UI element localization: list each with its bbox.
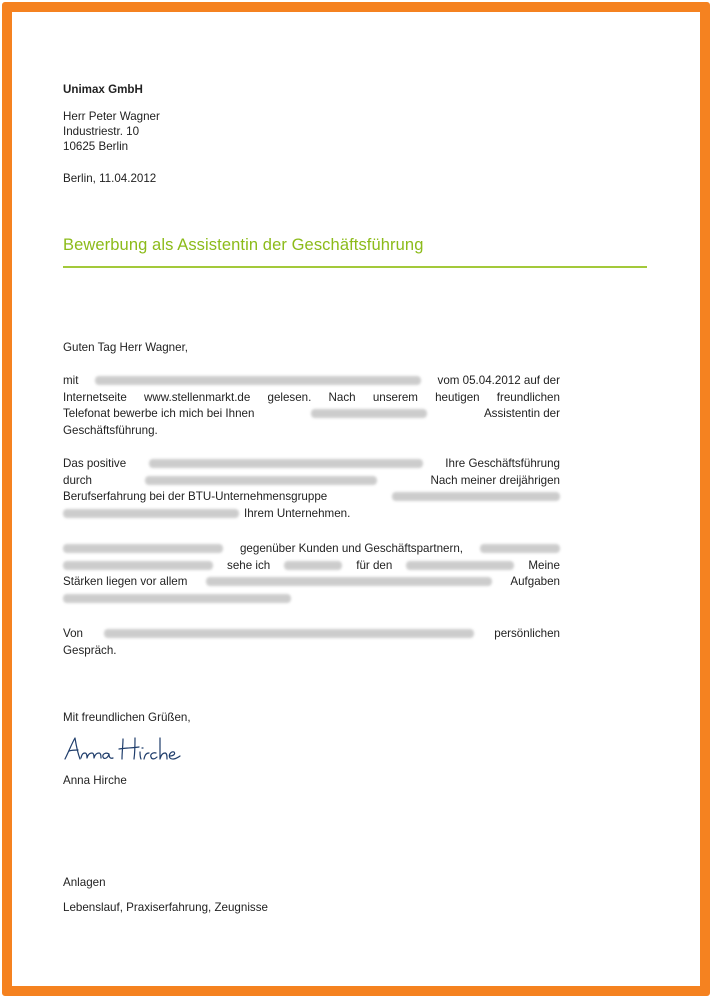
p1-word: gelesen. bbox=[267, 390, 312, 404]
redacted-text bbox=[145, 476, 377, 485]
redacted-text bbox=[480, 544, 560, 553]
redacted-text bbox=[284, 561, 342, 570]
redacted-text bbox=[149, 459, 423, 468]
p1-line4: Geschäftsführung. bbox=[63, 424, 158, 438]
p1-word: heutigen bbox=[435, 390, 480, 404]
p2-line2-start: durch bbox=[63, 473, 93, 487]
enclosures-list: Lebenslauf, Praxiserfahrung, Zeugnisse bbox=[63, 901, 268, 914]
enclosures-label: Anlagen bbox=[63, 876, 106, 889]
p1-line3-start: Telefonat bewerbe ich mich bei Ihnen bbox=[63, 407, 255, 421]
p3-line2-c: Meine bbox=[528, 558, 560, 572]
p1-word: www.stellenmarkt.de bbox=[144, 390, 251, 404]
recipient-street: Industriestr. 10 bbox=[63, 125, 140, 138]
closing-line: Mit freundlichen Grüßen, bbox=[63, 711, 191, 724]
redacted-text bbox=[63, 594, 291, 603]
p3-line2-a: sehe ich bbox=[227, 558, 271, 572]
p4-line2: Gespräch. bbox=[63, 643, 117, 657]
subject-line: Bewerbung als Assistentin der Geschäftsführung bbox=[63, 236, 424, 254]
p2-line2-end: Nach meiner dreijährigen bbox=[430, 473, 560, 487]
p1-line3-end: Assistentin der bbox=[483, 407, 560, 421]
p1-word: unserem bbox=[372, 390, 418, 404]
p2-line3-start: Berufserfahrung bei der BTU-Unternehmensgruppe bbox=[63, 490, 328, 504]
body-paragraph-2 bbox=[63, 455, 560, 522]
recipient-city: 10625 Berlin bbox=[63, 140, 129, 153]
p1-word: Internetseite bbox=[63, 390, 127, 404]
p4-line1-end: persönlichen bbox=[494, 626, 560, 640]
redacted-text bbox=[406, 561, 514, 570]
p2-line1-end: Ihre Geschäftsführung bbox=[445, 456, 560, 470]
body-paragraph-1 bbox=[63, 372, 560, 439]
p3-line2-b: für den bbox=[356, 558, 393, 572]
place-date: Berlin, 11.04.2012 bbox=[63, 172, 157, 185]
redacted-text bbox=[95, 376, 421, 385]
p1-word: freundlichen bbox=[496, 390, 560, 404]
p1-line1-start: mit bbox=[63, 373, 79, 387]
p3-line1-mid: gegenüber Kunden und Geschäftspartnern, bbox=[239, 541, 464, 555]
redacted-text bbox=[206, 577, 492, 586]
recipient-name: Herr Peter Wagner bbox=[63, 110, 160, 123]
redacted-text bbox=[63, 509, 239, 518]
company-name: Unimax GmbH bbox=[63, 83, 143, 96]
salutation: Guten Tag Herr Wagner, bbox=[63, 341, 189, 354]
redacted-text bbox=[392, 492, 560, 501]
body-paragraph-3 bbox=[63, 540, 560, 607]
redacted-text bbox=[63, 544, 223, 553]
body-paragraph-4 bbox=[63, 625, 560, 659]
p3-line3-end: Aufgaben bbox=[510, 575, 560, 589]
redacted-text bbox=[63, 561, 213, 570]
redacted-text bbox=[104, 629, 474, 638]
p4-line1-start: Von bbox=[63, 626, 83, 640]
p3-line3-start: Stärken liegen vor allem bbox=[63, 575, 188, 589]
p1-word: Nach bbox=[328, 390, 356, 404]
signer-name: Anna Hirche bbox=[63, 774, 127, 787]
p2-line1-start: Das positive bbox=[63, 456, 127, 470]
p1-line1-end: vom 05.04.2012 auf der bbox=[437, 373, 560, 387]
handwritten-signature bbox=[63, 735, 187, 765]
subject-rule bbox=[63, 266, 647, 268]
redacted-text bbox=[311, 409, 427, 418]
p2-line4-end: Ihrem Unternehmen. bbox=[244, 507, 351, 521]
